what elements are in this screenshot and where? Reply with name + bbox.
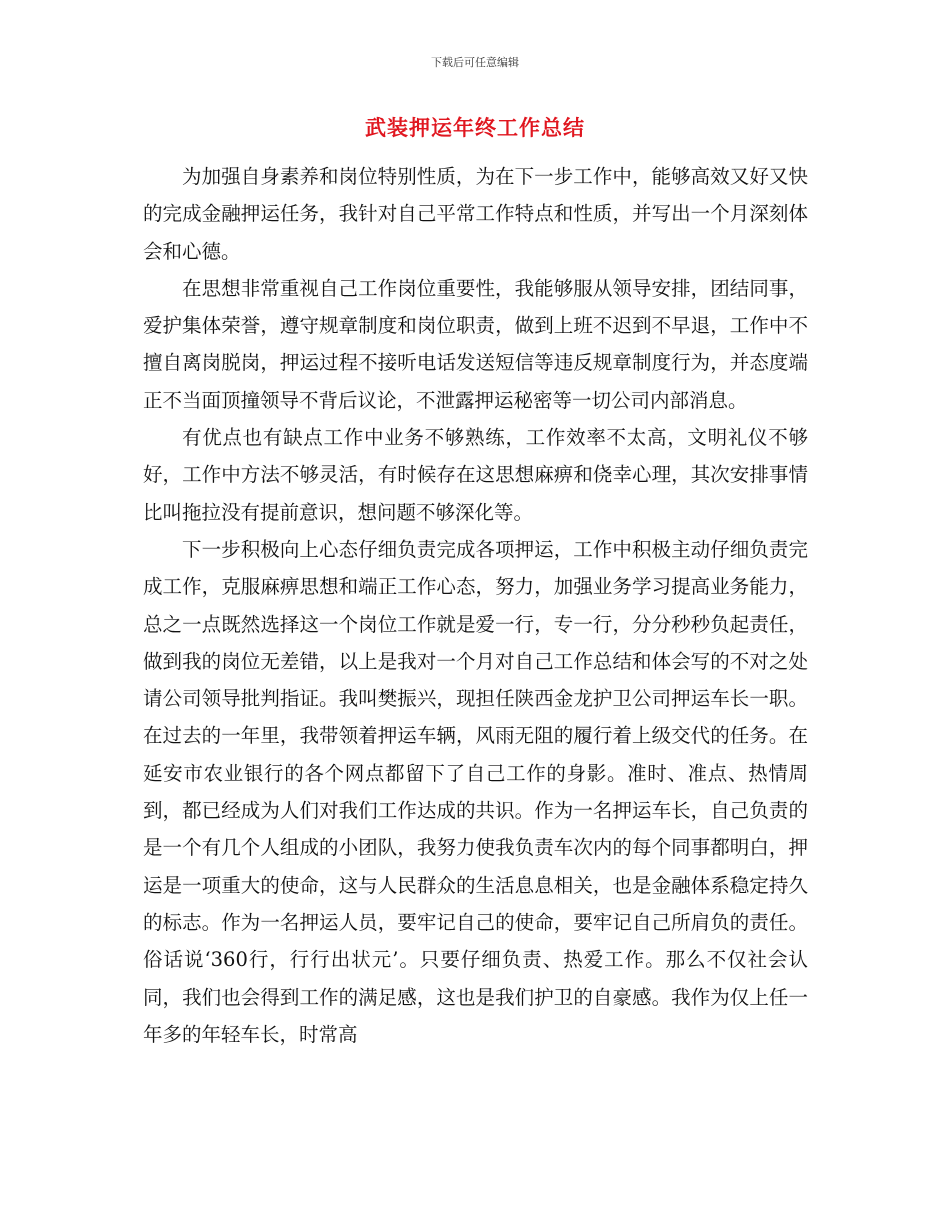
- paragraph: 下一步积极向上心态仔细负责完成各项押运，工作中积极主动仔细负责完成工作，克服麻痹思想和端正工作心态，努力，加强业务学习提高业务能力，总之一点既然选择这一个岗位工作就是爱一行，专一行，分分秒秒负起责任，做到我的岗位无差错，以上是我对一个月对自己工作总结和体会写的不对之处请公司领导批判指证。我叫樊振兴，现担任陕西金龙护卫公司押运车长一职。在过去的一年里，我带领着押运车辆，风雨无阻的履行着上级交代的任务。在延安市农业银行的各个网点都留下了自己工作的身影。准时、准点、热情周到，都已经成为人们对我们工作达成的共识。作为一名押运车长，自己负责的是一个有几个人组成的小团队，我努力使我负责车次内的每个同事都明白，押运是一项重大的使命，这与人民群众的生活息息相关，也是金融体系稳定持久的标志。作为一名押运人员，要牢记自己的使命，要牢记自己所肩负的责任。俗话说‘360行，行行出状元’。只要仔细负责、热爱工作。那么不仅社会认同，我们也会得到工作的满足感，这也是我们护卫的自豪感。我作为仅上任一年多的年轻车长，时常高: [143, 537, 808, 1046]
- paragraph: 为加强自身素养和岗位特别性质，为在下一步工作中，能够高效又好又快的完成金融押运任务，我针对自己平常工作特点和性质，并写出一个月深刻体会和心德。: [143, 165, 808, 263]
- header-note: 下载后可任意编辑: [431, 56, 519, 69]
- paragraph: 有优点也有缺点工作中业务不够熟练，工作效率不太高，文明礼仪不够好，工作中方法不够灵活，有时候存在这思想麻痹和侥幸心理，其次安排事情比叫拖拉没有提前意识，想问题不够深化等。: [143, 426, 808, 524]
- document-body: [143, 158, 808, 1053]
- document-title: 武装押运年终工作总结: [365, 115, 585, 140]
- paragraph: 在思想非常重视自己工作岗位重要性，我能够服从领导安排，团结同事，爱护集体荣誉，遵守规章制度和岗位职责，做到上班不迟到不早退，工作中不擅自离岗脱岗，押运过程不接听电话发送短信等违反规章制度行为，并态度端正不当面顶撞领导不背后议论，不泄露押运秘密等一切公司内部消息。: [143, 276, 808, 412]
